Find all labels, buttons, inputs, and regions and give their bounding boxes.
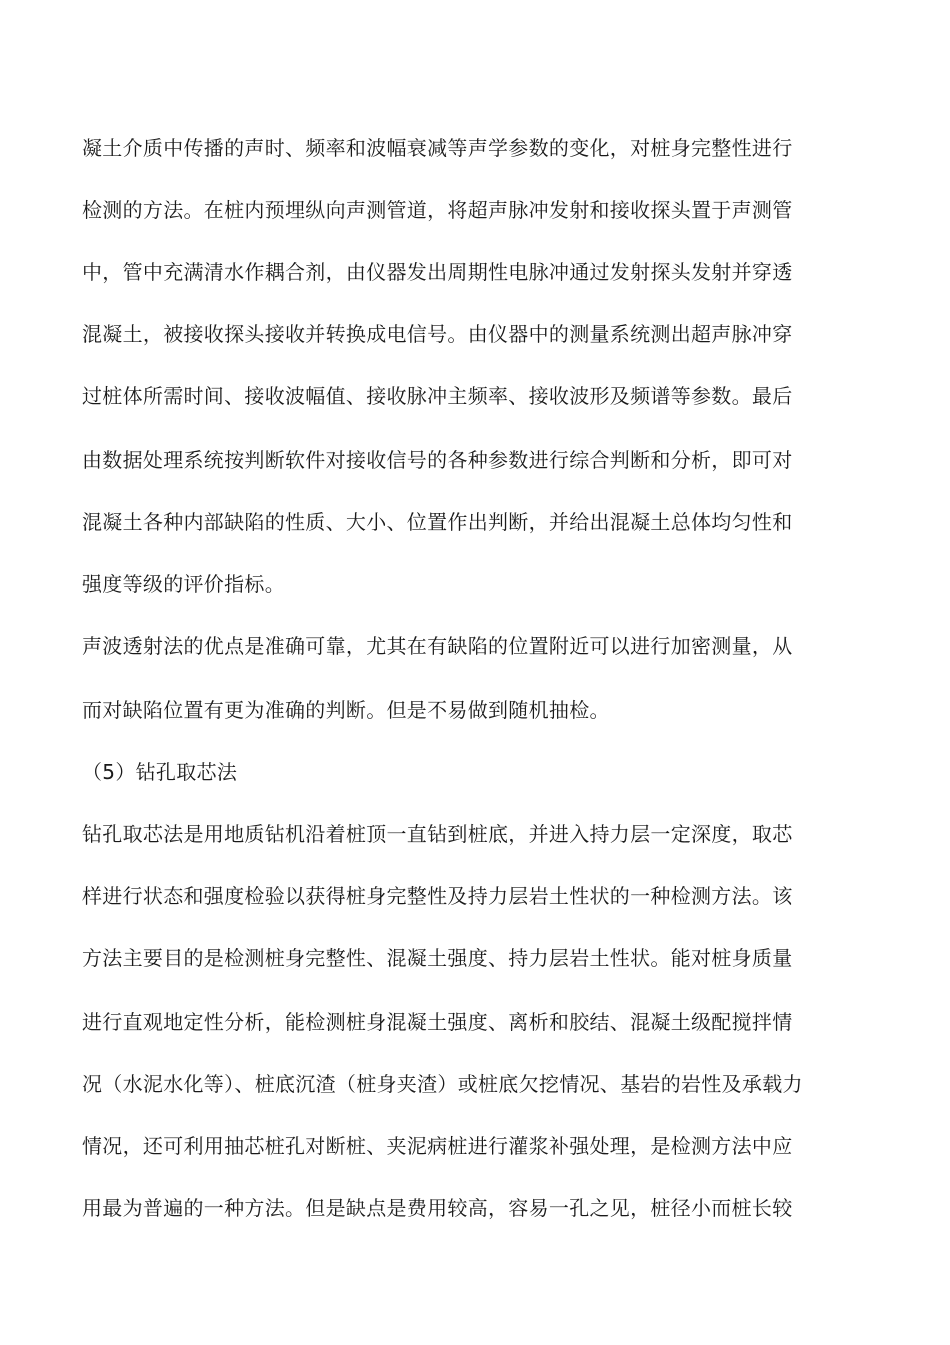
text-line: 中，管中充满清水作耦合剂，由仪器发出周期性电脉冲通过发射探头发射并穿透 xyxy=(82,260,793,284)
text-line: 用最为普遍的一种方法。但是缺点是费用较高，容易一孔之见，桩径小而桩长较 xyxy=(82,1196,793,1220)
text-line: 凝土介质中传播的声时、频率和波幅衰减等声学参数的变化，对桩身完整性进行 xyxy=(82,136,793,160)
text-line: 混凝土各种内部缺陷的性质、大小、位置作出判断，并给出混凝土总体均匀性和 xyxy=(82,510,793,534)
text-line: 检测的方法。在桩内预埋纵向声测管道，将超声脉冲发射和接收探头置于声测管 xyxy=(82,198,793,222)
text-line: 由数据处理系统按判断软件对接收信号的各种参数进行综合判断和分析，即可对 xyxy=(82,448,793,472)
text-line: 况（水泥水化等）、桩底沉渣（桩身夹渣）或桩底欠挖情况、基岩的岩性及承载力 xyxy=(82,1072,803,1096)
text-line: 情况，还可利用抽芯桩孔对断桩、夹泥病桩进行灌浆补强处理，是检测方法中应 xyxy=(82,1134,793,1158)
text-line: 钻孔取芯法是用地质钻机沿着桩顶一直钻到桩底，并进入持力层一定深度，取芯 xyxy=(82,822,793,846)
text-line: 而对缺陷位置有更为准确的判断。但是不易做到随机抽检。 xyxy=(82,698,610,722)
section-heading: （5）钻孔取芯法 xyxy=(82,760,238,784)
text-line: 进行直观地定性分析，能检测桩身混凝土强度、离析和胶结、混凝土级配搅拌情 xyxy=(82,1010,793,1034)
text-line: 强度等级的评价指标。 xyxy=(82,572,285,596)
text-line: 过桩体所需时间、接收波幅值、接收脉冲主频率、接收波形及频谱等参数。最后 xyxy=(82,384,793,408)
text-line: 声波透射法的优点是准确可靠，尤其在有缺陷的位置附近可以进行加密测量，从 xyxy=(82,634,793,658)
text-line: 样进行状态和强度检验以获得桩身完整性及持力层岩土性状的一种检测方法。该 xyxy=(82,884,793,908)
text-line: 混凝土，被接收探头接收并转换成电信号。由仪器中的测量系统测出超声脉冲穿 xyxy=(82,322,793,346)
text-line: 方法主要目的是检测桩身完整性、混凝土强度、持力层岩土性状。能对桩身质量 xyxy=(82,946,793,970)
